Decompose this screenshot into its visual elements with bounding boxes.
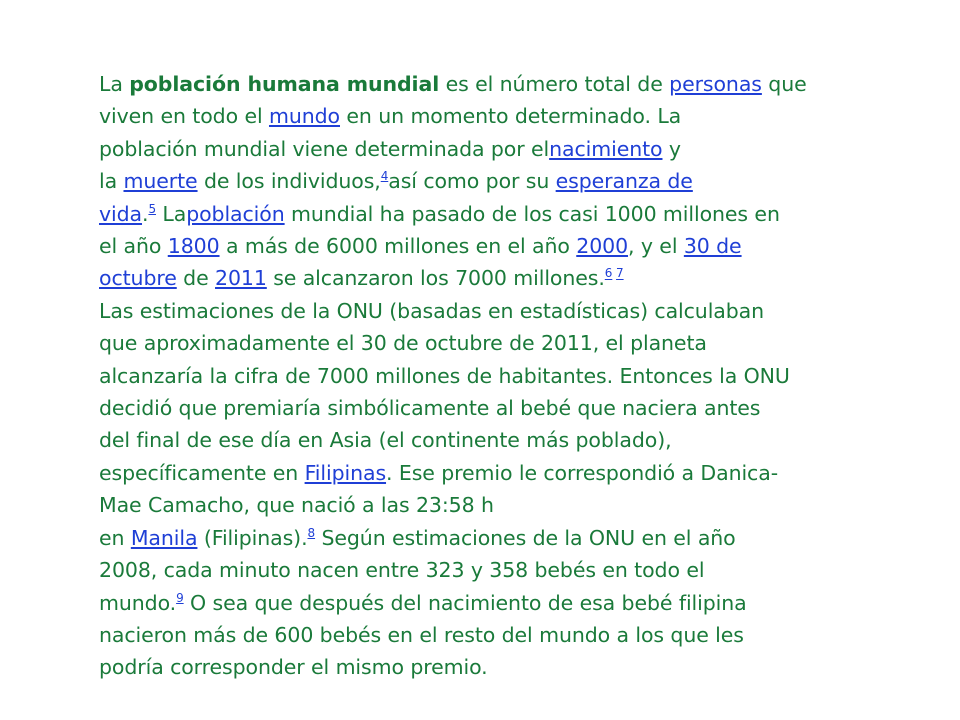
text-line: decidió que premiaría simbólicamente al bebé que naciera antes — [99, 396, 761, 421]
text-run: O sea que después del nacimiento de esa bebé filipina — [183, 590, 747, 615]
text-run: en un momento determinado. La — [340, 104, 682, 129]
text-run: la — [99, 169, 124, 194]
link-nacimiento[interactable]: nacimiento — [549, 136, 663, 161]
text-run: (Filipinas). — [197, 525, 308, 550]
bold-term: población humana mundial — [129, 72, 440, 96]
link-mundo[interactable]: mundo — [268, 104, 340, 129]
link-30-de-octubre-cont[interactable]: octubre — [99, 266, 177, 291]
text-line — [99, 68, 839, 100]
text-line — [99, 457, 839, 489]
footnote-link-8[interactable]: 8 — [307, 525, 316, 540]
link-30-de-octubre[interactable]: 30 de — [683, 234, 742, 259]
footnote-link-5[interactable]: 5 — [148, 201, 156, 216]
text-line — [99, 165, 839, 197]
text-line: podría corresponder el mismo premio. — [99, 655, 488, 680]
text-line: alcanzaría la cifra de 7000 millones de habitantes. Entonces la ONU — [99, 363, 790, 388]
text-line: 2008, cada minuto nacen entre 323 y 358 bebés en todo el — [99, 558, 705, 583]
text-run: y — [662, 136, 681, 161]
text-run: Según estimaciones de la ONU en el año — [315, 525, 736, 550]
text-line: Las estimaciones de la ONU (basadas en estadísticas) calculaban — [99, 298, 765, 323]
link-esperanza-de-vida-cont[interactable]: vida — [99, 201, 143, 226]
link-2000[interactable]: 2000 — [576, 234, 629, 259]
text-run: en — [99, 525, 131, 550]
text-run: . Ese premio le correspondió a Danica- — [386, 460, 778, 485]
link-1800[interactable]: 1800 — [167, 234, 220, 259]
link-esperanza-de-vida[interactable]: esperanza de — [555, 169, 693, 194]
text-line — [99, 522, 839, 554]
text-run: . — [142, 201, 149, 226]
text-line — [99, 230, 839, 262]
document-body — [99, 68, 839, 684]
text-run: específicamente en — [99, 460, 305, 485]
footnote-link-7[interactable]: 7 — [616, 266, 624, 281]
text-run: se alcanzaron los 7000 millones. — [266, 266, 605, 291]
text-run: población mundial viene determinada por el — [99, 136, 550, 161]
link-manila[interactable]: Manila — [130, 525, 198, 550]
link-filipinas[interactable]: Filipinas — [304, 460, 387, 485]
text-line: Mae Camacho, que nació a las 23:58 h — [99, 493, 494, 518]
text-run: mundial ha pasado de los casi 1000 millones en — [284, 201, 780, 226]
text-line: que aproximadamente el 30 de octubre de 2011, el planeta — [99, 331, 707, 356]
text-run: viven en todo el — [99, 104, 269, 129]
text-run: es el número total de — [439, 72, 670, 96]
text-line — [99, 587, 839, 619]
text-run: , y el — [628, 234, 684, 259]
text-run: así como por su — [388, 169, 556, 194]
text-line — [99, 133, 839, 165]
text-run: el año — [99, 234, 168, 259]
text-line: del final de ese día en Asia (el continente más poblado), — [99, 428, 672, 453]
text-run: de — [176, 266, 216, 291]
footnote-link-9[interactable]: 9 — [176, 590, 184, 605]
text-run: de los individuos, — [197, 169, 381, 194]
footnote-link-4[interactable]: 4 — [380, 169, 389, 184]
text-run: mundo. — [99, 590, 177, 615]
link-personas[interactable]: personas — [669, 72, 762, 96]
link-poblacion[interactable]: población — [186, 201, 285, 226]
text-line — [99, 100, 839, 132]
text-run: que — [761, 72, 807, 96]
text-line: nacieron más de 600 bebés en el resto del mundo a los que les — [99, 622, 744, 647]
text-run: La — [155, 201, 187, 226]
text-line — [99, 198, 839, 230]
footnote-link-6[interactable]: 6 — [604, 266, 613, 281]
text-run: La — [99, 72, 130, 96]
link-muerte[interactable]: muerte — [123, 169, 198, 194]
link-2011[interactable]: 2011 — [215, 266, 267, 291]
text-line — [99, 262, 839, 294]
text-run: a más de 6000 millones en el año — [219, 234, 577, 259]
